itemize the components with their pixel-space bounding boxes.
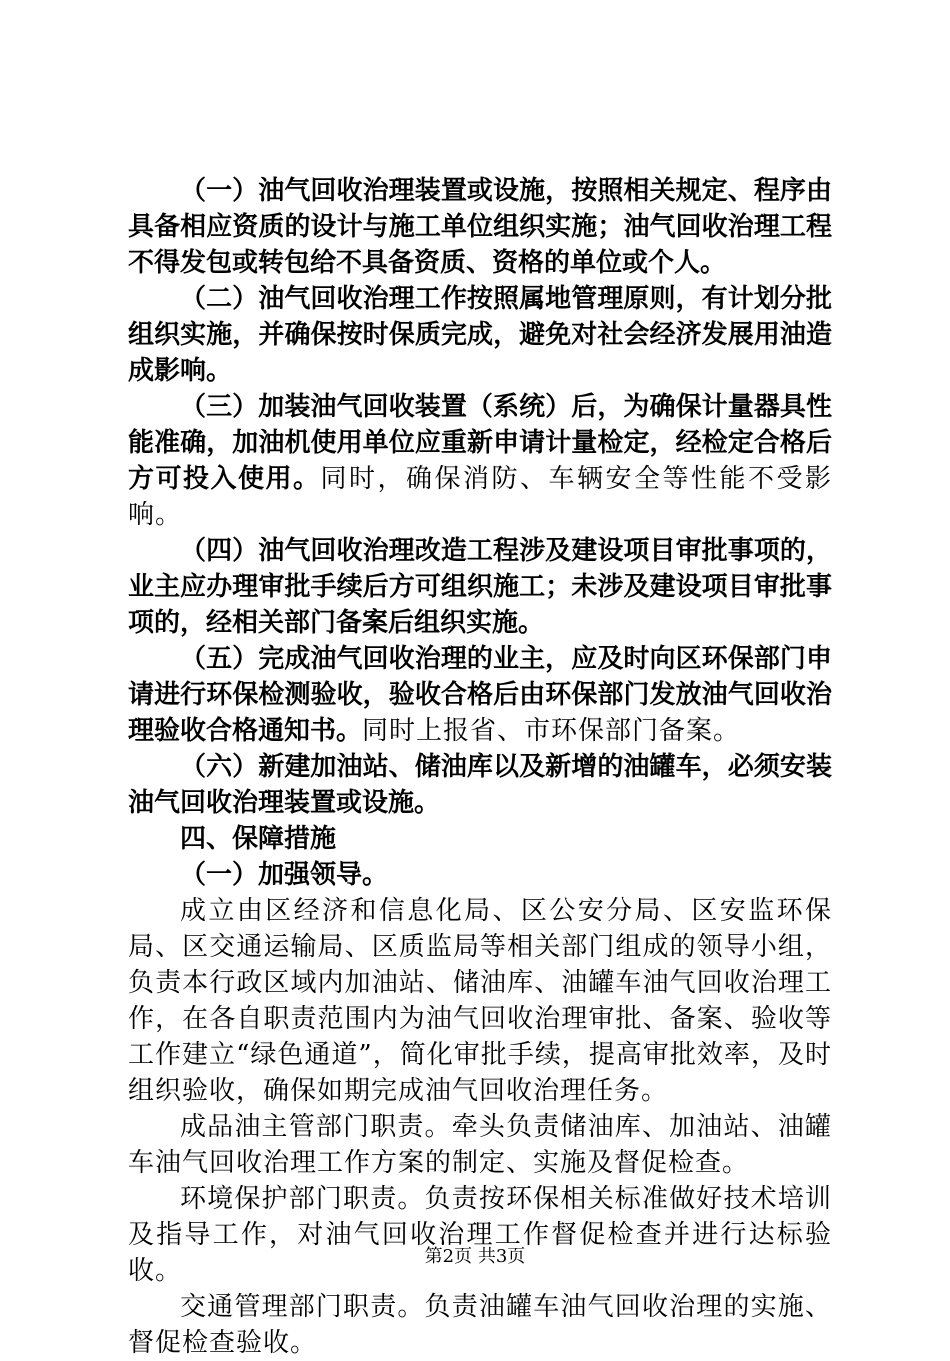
- paragraph-oil-department: 成品油主管部门职责。牵头负责储油库、加油站、油罐车油气回收治理工作方案的制定、实施及督促检查。: [128, 1112, 832, 1178]
- subsection-heading: （一）加强领导。: [180, 860, 389, 890]
- paragraph-item-1: （一）油气回收治理装置或设施，按照相关规定、程序由具备相应资质的设计与施工单位组织实施；油气回收治理工程不得发包或转包给不具备资质、资格的单位或个人。: [128, 176, 832, 278]
- paragraph-item-3: （三）加装油气回收装置（系统）后，为确保计量器具性能准确，加油机使用单位应重新申请计量检定，经检定合格后方可投入使用。同时，确保消防、车辆安全等性能不受影响。: [128, 392, 832, 530]
- section-heading: 四、保障措施: [180, 824, 337, 854]
- paragraph-traffic-department: 交通管理部门职责。负责油罐车油气回收治理的实施、督促检查验收。: [128, 1292, 832, 1358]
- page-footer: 第2页 共3页: [424, 1246, 526, 1267]
- paragraph-item-5: （五）完成油气回收治理的业主，应及时向区环保部门申请进行环保检测验收，验收合格后由环保部门发放油气回收治理验收合格通知书。同时上报省、市环保部门备案。: [128, 644, 832, 746]
- document-body: [128, 173, 832, 1361]
- paragraph-item-2: （二）油气回收治理工作按照属地管理原则，有计划分批组织实施，并确保按时保质完成，避免对社会经济发展用油造成影响。: [128, 284, 832, 386]
- paragraph-leadership: 成立由区经济和信息化局、区公安分局、区安监环保局、区交通运输局、区质监局等相关部门组成的领导小组，负责本行政区域内加油站、储油库、油罐车油气回收治理工作，在各自职责范围内为油气回收治理审批、备案、验收等工作建立“绿色通道”，简化审批手续，提高审批效率，及时组织验收，确保如期完成油气回收治理任务。: [128, 896, 832, 1106]
- paragraph-environment-department: 环境保护部门职责。负责按环保相关标准做好技术培训及指导工作，对油气回收治理工作督促检查并进行达标验收。: [128, 1184, 832, 1286]
- paragraph-item-4: （四）油气回收治理改造工程涉及建设项目审批事项的，业主应办理审批手续后方可组织施工；未涉及建设项目审批事项的，经相关部门备案后组织实施。: [128, 536, 832, 638]
- paragraph-item-6: （六）新建加油站、储油库以及新增的油罐车，必须安装油气回收治理装置或设施。: [128, 752, 832, 818]
